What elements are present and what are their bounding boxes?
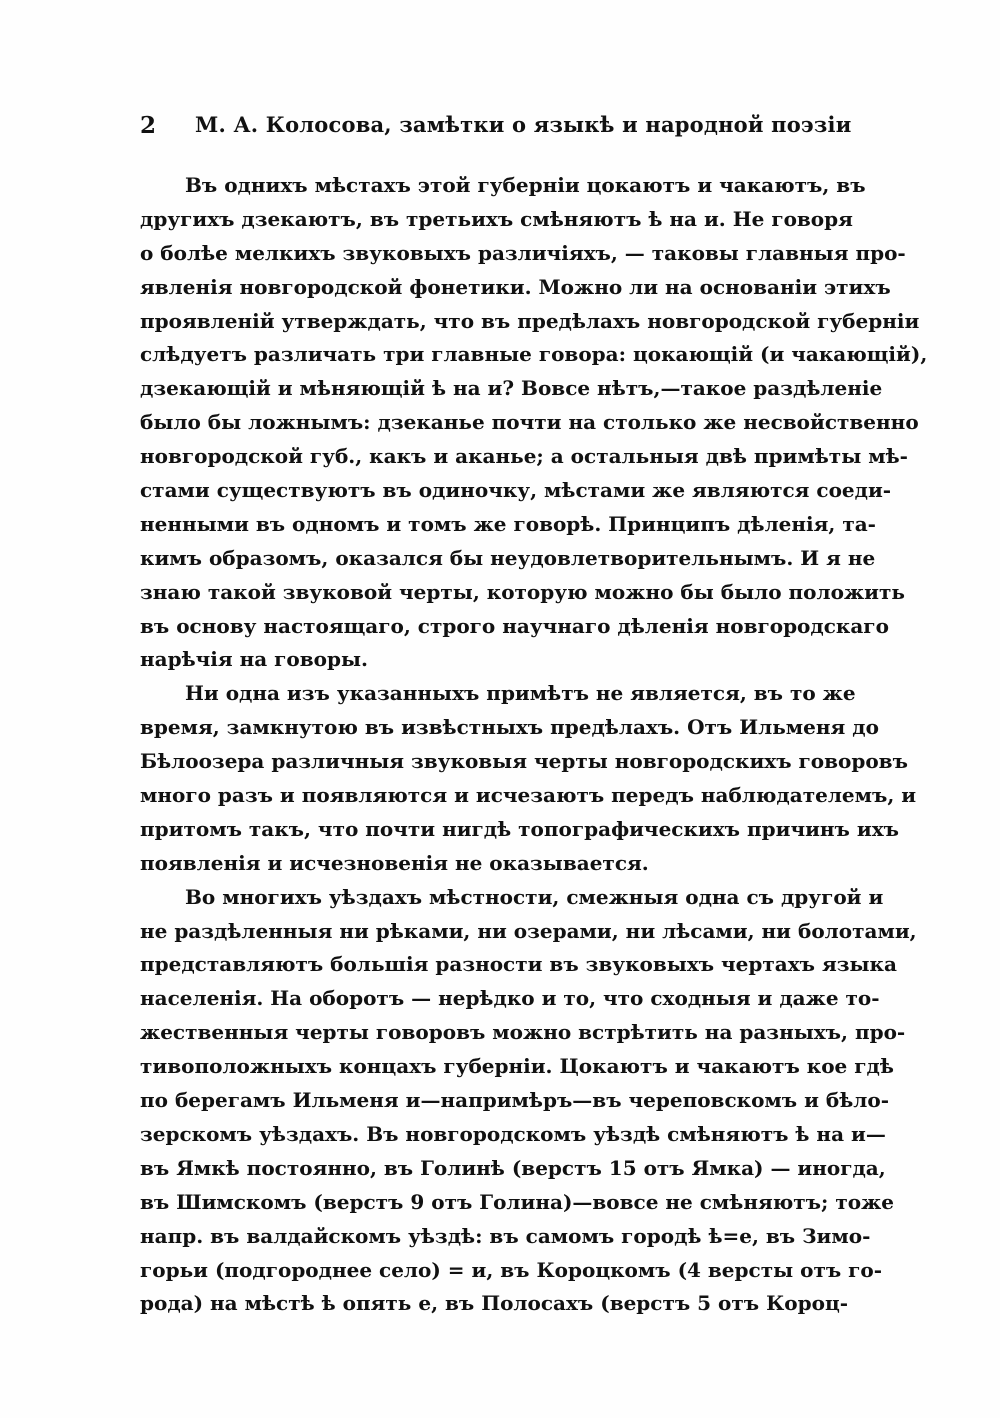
text-line: было бы ложнымъ: дзеканье почти на столько же несвойственно bbox=[140, 410, 919, 435]
body-text bbox=[140, 169, 928, 1321]
text-line: проявленій утверждать, что въ предѣлахъ новгородской губерніи bbox=[140, 308, 920, 333]
text-line: Ни одна изъ указанныхъ примѣтъ не является, въ то же bbox=[185, 681, 856, 706]
text-line: Въ однихъ мѣстахъ этой губерніи цокаютъ и чакаютъ, въ bbox=[185, 173, 866, 197]
text-line: рода) на мѣстѣ ѣ опять е, въ Полосахъ (верстъ 5 отъ Короц- bbox=[140, 1291, 849, 1316]
text-line: появленія и исчезновенія не оказывается. bbox=[140, 850, 649, 875]
text-line: ненными въ одномъ и томъ же говорѣ. Принципъ дѣленія, та- bbox=[140, 511, 876, 536]
text-line: напр. въ валдайскомъ уѣздѣ: въ самомъ городѣ ѣ=е, въ Зимо- bbox=[140, 1223, 871, 1248]
text-line: другихъ дзекаютъ, въ третьихъ смѣняютъ ѣ на и. Не говоря bbox=[140, 206, 853, 231]
text-line: кимъ образомъ, оказался бы неудовлетворительнымъ. И я не bbox=[140, 545, 876, 570]
text-line: тивоположныхъ концахъ губерніи. Цокаютъ и чакаютъ кое гдѣ bbox=[140, 1054, 894, 1079]
paragraph-2 bbox=[140, 677, 917, 880]
text-line: новгородской губ., какъ и аканье; а остальныя двѣ примѣты мѣ- bbox=[140, 444, 908, 469]
text-line: Бѣлоозера различныя звуковыя черты новгородскихъ говоровъ bbox=[140, 749, 908, 774]
text-line: не раздѣленныя ни рѣками, ни озерами, ни лѣсами, ни болотами, bbox=[140, 918, 917, 943]
text-line: нарѣчія на говоры. bbox=[140, 647, 369, 672]
text-line: зерскомъ уѣздахъ. Въ новгородскомъ уѣздѣ смѣняютъ ѣ на и— bbox=[140, 1121, 886, 1146]
running-title: М. А. Колосова, замѣтки о языкѣ и народной поэзіи bbox=[195, 112, 852, 137]
paragraph-3 bbox=[140, 881, 917, 1322]
text-line: притомъ такъ, что почти нигдѣ топографическихъ причинъ ихъ bbox=[140, 816, 899, 841]
text-line: дзекающій и мѣняющій ѣ на и? Вовсе нѣтъ,—такое раздѣленіе bbox=[140, 376, 883, 401]
text-line: въ Ямкѣ постоянно, въ Голинѣ (верстъ 15 отъ Ямка) — иногда, bbox=[140, 1155, 886, 1180]
text-line: представляютъ большія разности въ звуковыхъ чертахъ языка bbox=[140, 952, 897, 977]
text-line: знаю такой звуковой черты, которую можно бы было положить bbox=[140, 579, 905, 604]
text-line: Во многихъ уѣздахъ мѣстности, смежныя одна съ другой и bbox=[185, 884, 884, 909]
text-line: слѣдуетъ различать три главные говора: цокающій (и чакающій), bbox=[140, 342, 928, 367]
text-line: много разъ и появляются и исчезаютъ передъ наблюдателемъ, и bbox=[140, 783, 917, 808]
running-head bbox=[140, 112, 852, 142]
text-line: въ основу настоящаго, строго научнаго дѣленія новгородскаго bbox=[140, 613, 889, 638]
text-line: въ Шимскомъ (верстъ 9 отъ Голина)—вовсе не смѣняютъ; тоже bbox=[140, 1189, 895, 1214]
paragraph-1 bbox=[140, 169, 928, 677]
text-line: горьи (подгороднее село) = и, въ Короцкомъ (4 версты отъ го- bbox=[140, 1257, 883, 1282]
text-line: время, замкнутою въ извѣстныхъ предѣлахъ. Отъ Ильменя до bbox=[140, 715, 879, 740]
text-line: явленія новгородской фонетики. Можно ли на основаніи этихъ bbox=[140, 274, 891, 299]
text-line: населенія. На оборотъ — нерѣдко и то, что сходныя и даже то- bbox=[140, 986, 880, 1011]
page-number: 2 bbox=[140, 112, 157, 139]
text-line: стами существуютъ въ одиночку, мѣстами же являются соеди- bbox=[140, 478, 892, 503]
text-line: о болѣе мелкихъ звуковыхъ различіяхъ, — таковы главныя про- bbox=[140, 240, 906, 265]
text-line: по берегамъ Ильменя и—напримѣръ—въ череповскомъ и бѣло- bbox=[140, 1088, 890, 1113]
text-line: жественныя черты говоровъ можно встрѣтить на разныхъ, про- bbox=[140, 1020, 906, 1045]
